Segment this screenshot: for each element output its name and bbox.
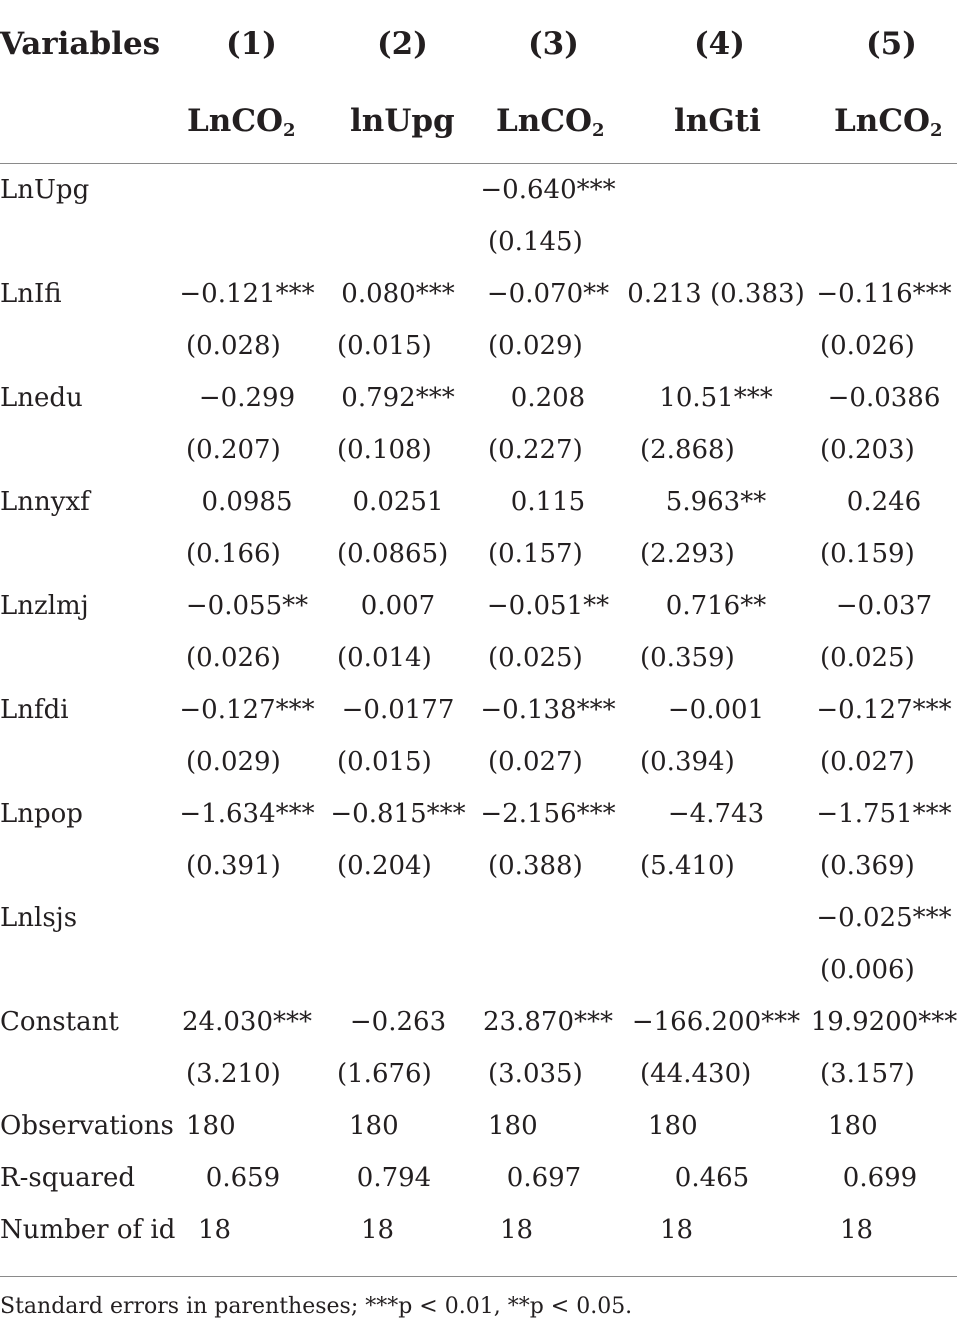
coef-cell: 0.716**	[665, 591, 767, 621]
se-cell: (3.157)	[820, 1059, 915, 1089]
coef-cell: −1.751***	[816, 799, 952, 829]
coef-cell: −2.156***	[480, 799, 616, 829]
coef-cell: 0.007	[360, 591, 436, 621]
se-cell: (0.025)	[820, 643, 915, 673]
coef-cell: −0.001	[667, 695, 765, 725]
stat-cell: 0.659	[205, 1163, 281, 1193]
row-label: Constant	[0, 1007, 119, 1037]
coef-cell: 0.0251	[352, 487, 444, 517]
se-cell: (0.157)	[488, 539, 583, 569]
se-cell: (0.027)	[820, 747, 915, 777]
stat-cell: 0.794	[356, 1163, 432, 1193]
row-label: LnIfi	[0, 279, 62, 309]
stat-cell: 18	[840, 1215, 874, 1245]
header-rule	[0, 163, 957, 164]
se-cell: (44.430)	[640, 1059, 752, 1089]
stat-label: Observations	[0, 1111, 174, 1141]
stat-cell: 180	[828, 1111, 878, 1141]
se-cell: (5.410)	[640, 851, 735, 881]
coef-cell: 0.115	[510, 487, 586, 517]
stat-cell: 0.465	[674, 1163, 750, 1193]
se-cell: (0.391)	[186, 851, 281, 881]
coef-cell: −0.0386	[827, 383, 941, 413]
coef-cell: −0.299	[198, 383, 296, 413]
row-label: Lnnyxf	[0, 487, 90, 517]
stat-cell: 180	[186, 1111, 236, 1141]
se-cell: (0.015)	[337, 331, 432, 361]
coef-cell: −0.037	[835, 591, 933, 621]
coef-cell: 24.030***	[182, 1007, 312, 1037]
coef-cell: −0.025***	[816, 903, 952, 933]
se-cell: (0.026)	[820, 331, 915, 361]
se-cell: (0.227)	[488, 435, 583, 465]
header-dep-1: LnCO$_2$	[187, 103, 296, 141]
stat-label: Number of id	[0, 1215, 176, 1245]
header-dep-3: LnCO$_2$	[496, 103, 605, 141]
header-variables: Variables	[0, 26, 161, 62]
se-cell: (0.006)	[820, 955, 915, 985]
header-dep-5: LnCO$_2$	[834, 103, 943, 141]
row-label: Lnedu	[0, 383, 83, 413]
se-cell: (0.029)	[488, 331, 583, 361]
stat-cell: 180	[648, 1111, 698, 1141]
header-model-2: (2)	[377, 26, 428, 62]
se-cell: (0.026)	[186, 643, 281, 673]
coef-cell: −0.138***	[480, 695, 616, 725]
coef-cell: −0.127***	[179, 695, 315, 725]
coef-cell: 0.213 (0.383)	[627, 279, 805, 309]
se-cell: (0.025)	[488, 643, 583, 673]
coef-cell: −1.634***	[179, 799, 315, 829]
stat-cell: 0.697	[506, 1163, 582, 1193]
se-cell: (0.108)	[337, 435, 432, 465]
se-cell: (0.207)	[186, 435, 281, 465]
coef-cell: 0.208	[510, 383, 586, 413]
coef-cell: 0.792***	[341, 383, 455, 413]
se-cell: (1.676)	[337, 1059, 432, 1089]
row-label: Lnlsjs	[0, 903, 78, 933]
stat-cell: 180	[488, 1111, 538, 1141]
coef-cell: −4.743	[667, 799, 765, 829]
stat-cell: 18	[361, 1215, 395, 1245]
se-cell: (3.210)	[186, 1059, 281, 1089]
se-cell: (0.027)	[488, 747, 583, 777]
se-cell: (0.0865)	[337, 539, 449, 569]
stat-cell: 180	[349, 1111, 399, 1141]
coef-cell: 10.51***	[659, 383, 773, 413]
se-cell: (0.369)	[820, 851, 915, 881]
se-cell: (2.293)	[640, 539, 735, 569]
coef-cell: 0.246	[846, 487, 922, 517]
se-cell: (0.203)	[820, 435, 915, 465]
stat-label: R-squared	[0, 1163, 136, 1193]
stat-cell: 0.699	[842, 1163, 918, 1193]
se-cell: (0.014)	[337, 643, 432, 673]
se-cell: (0.204)	[337, 851, 432, 881]
se-cell: (2.868)	[640, 435, 735, 465]
stat-cell: 18	[198, 1215, 232, 1245]
header-model-1: (1)	[226, 26, 277, 62]
se-cell: (0.166)	[186, 539, 281, 569]
coef-cell: −0.640***	[480, 175, 616, 205]
coef-cell: 0.080***	[341, 279, 455, 309]
bottom-rule	[0, 1276, 957, 1277]
se-cell: (0.028)	[186, 331, 281, 361]
se-cell: (0.388)	[488, 851, 583, 881]
row-label: Lnzlmj	[0, 591, 89, 621]
row-label: LnUpg	[0, 175, 90, 205]
header-dep-2: lnUpg	[350, 103, 455, 139]
coef-cell: −0.815***	[330, 799, 466, 829]
header-dep-4: lnGti	[674, 103, 761, 139]
coef-cell: −0.116***	[816, 279, 952, 309]
table-footnote: Standard errors in parentheses; ***p < 0.01, **p < 0.05.	[0, 1294, 633, 1319]
coef-cell: 5.963**	[665, 487, 767, 517]
se-cell: (0.394)	[640, 747, 735, 777]
se-cell: (0.145)	[488, 227, 583, 257]
coef-cell: −0.055**	[185, 591, 309, 621]
coef-cell: −0.070**	[486, 279, 610, 309]
coef-cell: −0.263	[349, 1007, 447, 1037]
coef-cell: −0.051**	[486, 591, 610, 621]
coef-cell: −166.200***	[631, 1007, 801, 1037]
row-label: Lnfdi	[0, 695, 69, 725]
se-cell: (0.359)	[640, 643, 735, 673]
coef-cell: −0.127***	[816, 695, 952, 725]
header-model-3: (3)	[528, 26, 579, 62]
se-cell: (0.015)	[337, 747, 432, 777]
coef-cell: 19.9200***	[810, 1007, 957, 1037]
se-cell: (0.029)	[186, 747, 281, 777]
stat-cell: 18	[660, 1215, 694, 1245]
se-cell: (3.035)	[488, 1059, 583, 1089]
header-model-5: (5)	[866, 26, 917, 62]
coef-cell: 23.870***	[483, 1007, 613, 1037]
coef-cell: 0.0985	[201, 487, 293, 517]
se-cell: (0.159)	[820, 539, 915, 569]
row-label: Lnpop	[0, 799, 83, 829]
header-model-4: (4)	[694, 26, 745, 62]
coef-cell: −0.121***	[179, 279, 315, 309]
stat-cell: 18	[500, 1215, 534, 1245]
coef-cell: −0.0177	[341, 695, 455, 725]
